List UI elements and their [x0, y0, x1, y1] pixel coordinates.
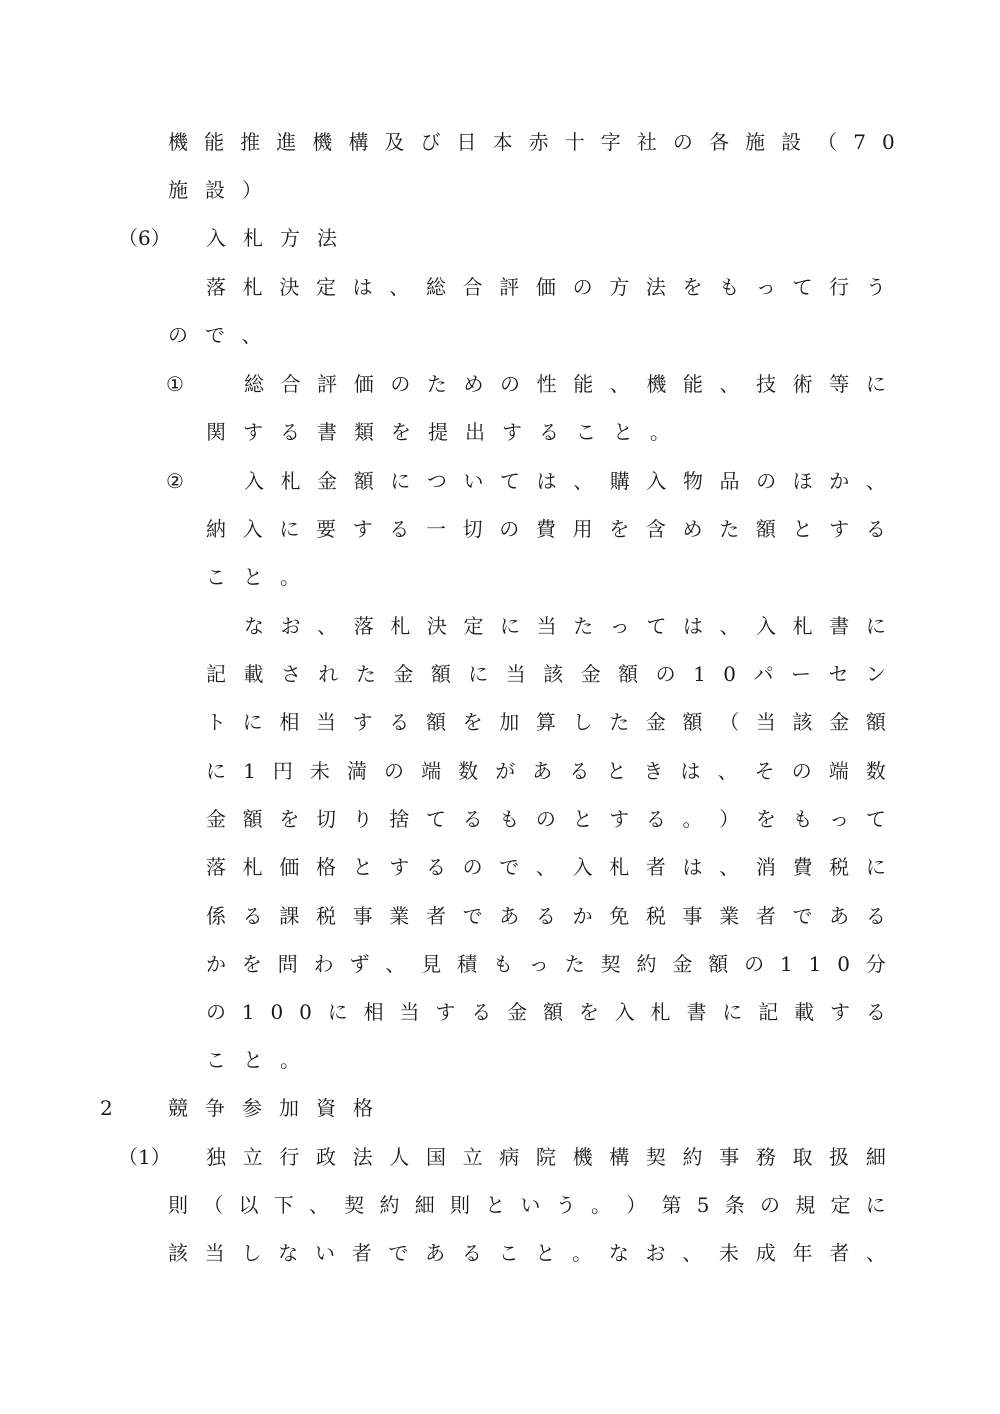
- item-marker: ①: [166, 372, 184, 396]
- text-line: こと。: [206, 1048, 317, 1072]
- item-marker: （6）: [118, 226, 171, 250]
- text-line: 独 立 行 政 法 人 国 立 病 院 機 構 契 約 事 務 取 扱 細: [206, 1145, 886, 1169]
- text-line: 該 当 し な い 者 で あ る こ と 。 な お 、 未 成 年 者 、: [168, 1241, 886, 1265]
- text-line: ので、: [168, 323, 279, 347]
- text-line: 落 札 決 定 は 、 総 合 評 価 の 方 法 を も っ て 行 う: [206, 275, 886, 299]
- text-line: 則 （ 以 下 、 契 約 細 則 と い う 。 ） 第 5 条 の 規 定 に: [168, 1193, 886, 1217]
- text-line: ト に 相 当 す る 額 を 加 算 し た 金 額 （ 当 該 金 額: [206, 710, 886, 734]
- text-line: 納 入 に 要 す る 一 切 の 費 用 を 含 め た 額 と す る: [206, 517, 886, 541]
- text-line: か を 問 わ ず 、 見 積 も っ た 契 約 金 額 の 1 1 0 分: [206, 952, 886, 976]
- text-line: の 1 0 0 に 相 当 す る 金 額 を 入 札 書 に 記 載 す る: [206, 1000, 886, 1024]
- text-line: こと。: [206, 565, 317, 589]
- text-line: 機 能 推 進 機 構 及 び 日 本 赤 十 字 社 の 各 施 設 （ 7 0: [168, 130, 895, 154]
- item-marker: （1）: [118, 1145, 171, 1169]
- text-line: 総 合 評 価 の た め の 性 能 、 機 能 、 技 術 等 に: [244, 372, 886, 396]
- section-heading: 競争参加資格: [168, 1096, 390, 1120]
- item-marker: ②: [166, 469, 184, 493]
- text-line: 関する書類を提出すること。: [206, 420, 687, 444]
- text-line: 落 札 価 格 と す る の で 、 入 札 者 は 、 消 費 税 に: [206, 855, 886, 879]
- text-line: 係 る 課 税 事 業 者 で あ る か 免 税 事 業 者 で あ る: [206, 904, 886, 928]
- text-line: 記 載 さ れ た 金 額 に 当 該 金 額 の 1 0 パ ー セ ン: [206, 662, 886, 686]
- text-line: な お 、 落 札 決 定 に 当 た っ て は 、 入 札 書 に: [244, 614, 886, 638]
- item-heading: 入札方法: [206, 226, 354, 250]
- section-number: 2: [100, 1096, 113, 1120]
- text-line: 施設）: [168, 178, 279, 202]
- text-line: 金 額 を 切 り 捨 て る も の と す る 。 ） を も っ て: [206, 807, 886, 831]
- text-line: に 1 円 未 満 の 端 数 が あ る と き は 、 そ の 端 数: [206, 759, 886, 783]
- text-line: 入 札 金 額 に つ い て は 、 購 入 物 品 の ほ か 、: [244, 469, 886, 493]
